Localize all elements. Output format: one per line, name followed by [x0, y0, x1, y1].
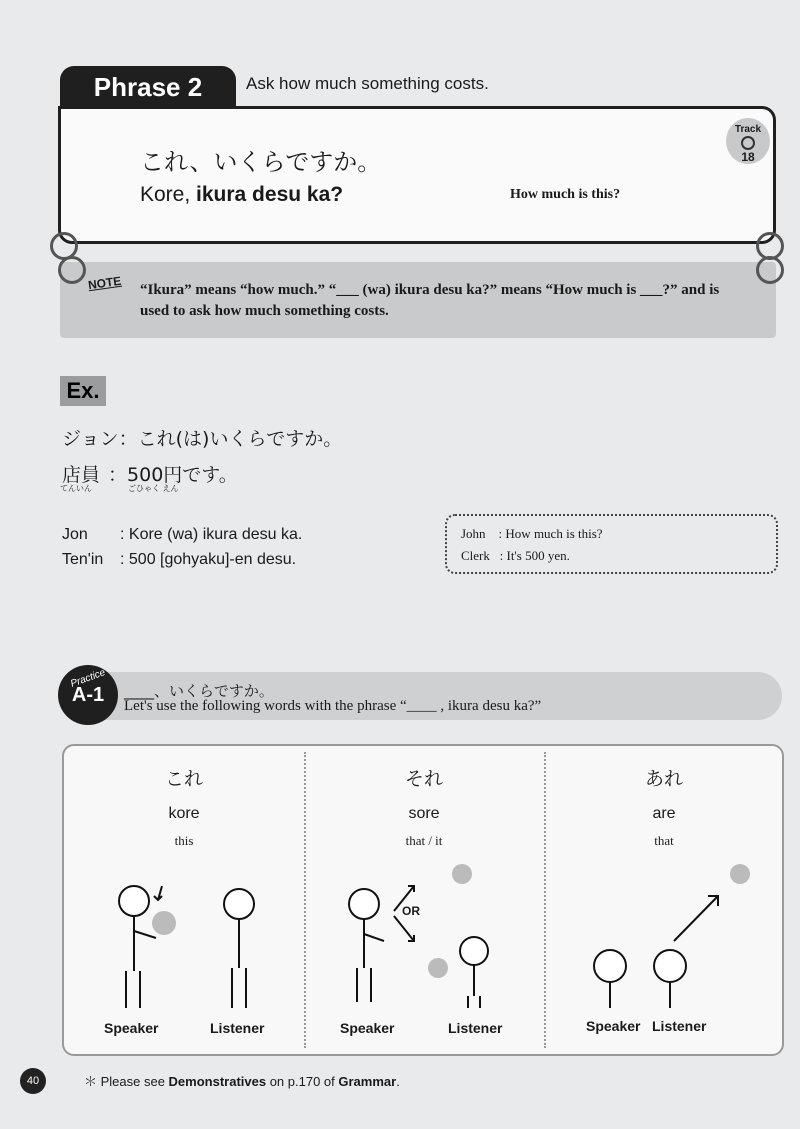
practice-title: ____、いくらですか。: [124, 682, 274, 700]
phrase-tab: [60, 66, 236, 108]
romaji-line-2: [62, 551, 296, 569]
phrase-romaji: [140, 183, 343, 207]
practice-panel: [62, 744, 784, 1056]
column-japanese: あれ: [644, 768, 683, 790]
track-label: Track: [734, 124, 762, 135]
binder-ring-icon: [756, 256, 784, 284]
practice-badge-number: A-1: [71, 684, 105, 706]
listener-figure-icon: [224, 889, 254, 1008]
romaji-speaker-1: Jon: [62, 526, 88, 543]
listener-figure-icon: [654, 950, 686, 1008]
example-speaker-1: ジョン: [62, 428, 119, 450]
object-ball-icon: [730, 864, 750, 884]
footnote-link-grammar: Grammar: [338, 1074, 397, 1089]
furigana-gohyaku-en: ごひゃく えん: [128, 484, 179, 493]
phrase-tab-label: Phrase 2: [93, 72, 203, 102]
translation-line-1: John : How much is this?: [461, 526, 603, 541]
romaji-line-1: [62, 526, 302, 544]
speaker-figure-icon: [594, 950, 626, 1008]
cd-icon: [741, 136, 755, 150]
footnote: [84, 1071, 400, 1090]
romaji-text-2: : 500 [gohyaku]-en desu.: [120, 551, 297, 568]
phrase-japanese: これ、いくらですか。: [140, 148, 382, 176]
speaker-label: Speaker: [104, 1020, 159, 1036]
column-english: that: [654, 833, 674, 848]
footnote-link-demonstratives: Demonstratives: [168, 1074, 267, 1089]
translation-line-2: Clerk : It's 500 yen.: [461, 548, 570, 563]
object-ball-icon: [152, 911, 176, 935]
romaji-speaker-2: Ten'in: [62, 551, 104, 568]
track-number: 18: [741, 150, 755, 164]
phrase-english: How much is this?: [510, 187, 621, 202]
page-number: 40: [20, 1068, 46, 1094]
arrow-down-icon: [394, 916, 414, 941]
arrow-down-icon: [154, 886, 162, 900]
example-speaker-2: 店員: [62, 464, 101, 486]
column-japanese: それ: [404, 768, 443, 790]
speaker-figure-icon: [349, 889, 384, 1002]
footnote-end: .: [396, 1074, 400, 1089]
column-english: this: [174, 833, 194, 848]
speaker-figure-icon: [119, 886, 156, 1008]
footnote-pre: ＊ Please see: [84, 1074, 169, 1089]
column-romaji: kore: [168, 805, 200, 822]
footnote-mid: on p.170 of: [266, 1074, 339, 1089]
example-text-2: ：500円です。: [108, 464, 238, 486]
note-tag: NOTE: [87, 273, 123, 293]
listener-label: Listener: [652, 1018, 707, 1034]
listener-figure-icon: [460, 937, 488, 1008]
phrase-subtitle: Ask how much something costs.: [246, 74, 489, 93]
practice-badge-label: Practice: [69, 667, 107, 690]
phrase-romaji-bold: ikura desu ka?: [196, 183, 344, 206]
speaker-label: Speaker: [340, 1020, 395, 1036]
track-badge[interactable]: [726, 118, 770, 164]
column-english: that / it: [405, 833, 443, 848]
example-label: Ex.: [60, 376, 106, 406]
example-line-1: [62, 424, 342, 451]
practice-badge: [58, 665, 118, 725]
arrow-up-right-icon: [674, 896, 718, 941]
column-romaji: sore: [408, 805, 440, 822]
or-label: OR: [402, 904, 420, 918]
translation-box: [445, 514, 778, 574]
binder-ring-icon: [58, 256, 86, 284]
romaji-text-1: : Kore (wa) ikura desu ka.: [120, 526, 303, 543]
furigana-tenin: てんいん: [60, 484, 92, 493]
practice-instruction: Let's use the following words with the phrase “____ , ikura desu ka?”: [124, 698, 542, 714]
column-romaji: are: [652, 805, 676, 822]
object-ball-icon: [452, 864, 472, 884]
object-ball-icon: [428, 958, 448, 978]
listener-label: Listener: [210, 1020, 265, 1036]
phrase-romaji-plain: Kore,: [140, 183, 197, 206]
example-text-1: ：これ(は)いくらですか。: [118, 428, 343, 450]
listener-label: Listener: [448, 1020, 503, 1036]
speaker-label: Speaker: [586, 1018, 641, 1034]
column-japanese: これ: [164, 768, 203, 790]
stick-figure-illustrations: [64, 746, 782, 1054]
note-text: “Ikura” means “how much.” “___ (wa) ikura desu ka?” means “How much is ___?” and is used to ask how much something costs.: [140, 282, 720, 319]
